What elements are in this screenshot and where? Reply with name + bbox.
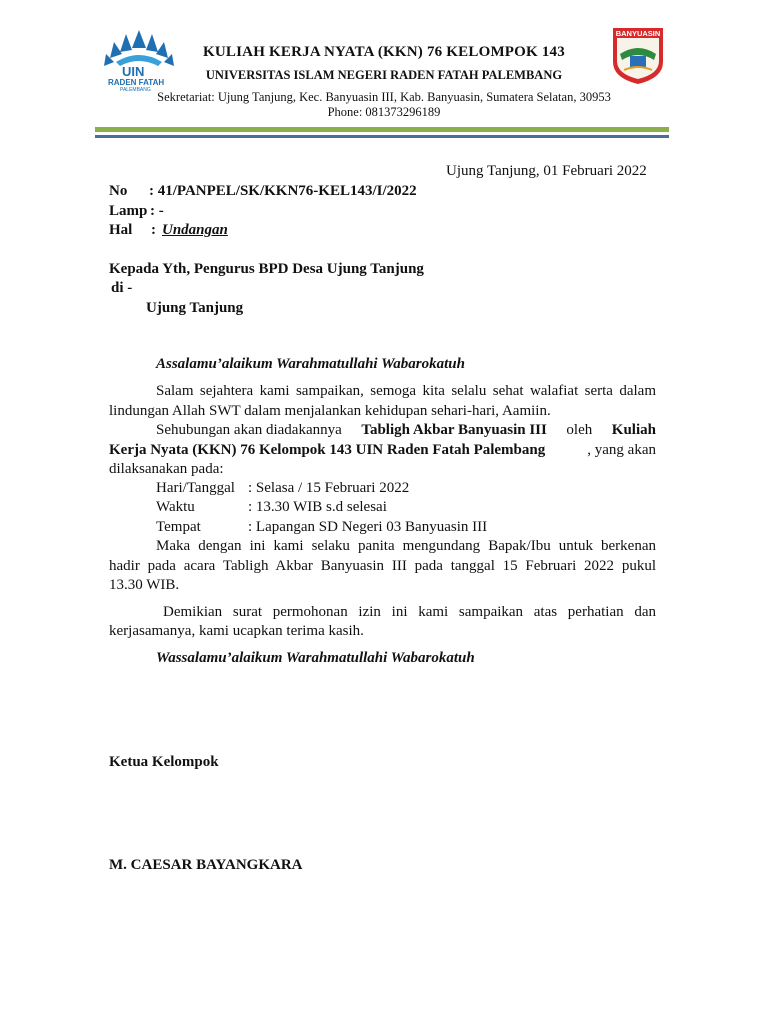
- letterhead-blue-rule: [95, 135, 669, 138]
- detail-value-time: : 13.30 WIB s.d selesai: [248, 499, 387, 515]
- svg-text:PALEMBANG: PALEMBANG: [120, 87, 151, 92]
- lamp-label: Lamp: [109, 203, 148, 219]
- letterhead-address: Sekretariat: Ujung Tanjung, Kec. Banyuasin III, Kab. Banyuasin, Sumatera Selatan, 30953: [157, 90, 611, 104]
- hal-subject: Undangan: [162, 222, 228, 238]
- place-date: Ujung Tanjung, 01 Februari 2022: [446, 163, 647, 179]
- svg-text:BANYUASIN: BANYUASIN: [615, 29, 661, 38]
- para2-text-c: oleh: [562, 422, 596, 438]
- organizer-name-start: Kuliah: [611, 422, 656, 438]
- letterhead-title: KULIAH KERJA NYATA (KKN) 76 KELOMPOK 143: [203, 44, 565, 60]
- signer-role: Ketua Kelompok: [109, 754, 219, 770]
- detail-label-day: Hari/Tanggal: [156, 480, 235, 496]
- recipient-di: di -: [111, 280, 133, 296]
- opening-greeting: Assalamu’alaikum Warahmatullahi Wabarokatuh: [156, 356, 465, 372]
- letterhead-phone: Phone: 081373296189: [327, 105, 441, 119]
- para3-line2: hadir pada acara Tabligh Akbar Banyuasin III pada tanggal 15 Februari 2022 pukul: [109, 558, 656, 574]
- organizer-name: Kerja Nyata (KKN) 76 Kelompok 143 UIN Raden Fatah Palembang: [109, 442, 546, 458]
- signer-name: M. CAESAR BAYANGKARA: [109, 857, 303, 873]
- event-name: Tabligh Akbar Banyuasin III: [361, 422, 547, 438]
- detail-value-place: : Lapangan SD Negeri 03 Banyuasin III: [248, 519, 488, 535]
- svg-text:UIN: UIN: [122, 64, 145, 79]
- closing-greeting: Wassalamu’alaikum Warahmatullahi Wabarokatuh: [156, 650, 475, 666]
- recipient: Kepada Yth, Pengurus BPD Desa Ujung Tanjung: [109, 261, 424, 277]
- detail-value-day: : Selasa / 15 Februari 2022: [248, 480, 410, 496]
- para4-line2: kerjasamanya, kami ucapkan terima kasih.: [109, 623, 364, 639]
- para2-text-a: Sehubungan akan diadakannya: [156, 422, 346, 438]
- detail-label-place: Tempat: [156, 519, 201, 535]
- letterhead-university: UNIVERSITAS ISLAM NEGERI RADEN FATAH PALEMBANG: [205, 68, 563, 82]
- detail-label-time: Waktu: [156, 499, 195, 515]
- para4-line1: Demikian surat permohonan izin ini kami sampaikan atas perhatian dan: [163, 604, 656, 620]
- hal-label: Hal: [109, 222, 133, 238]
- hal-colon: :: [151, 222, 156, 238]
- para2-line1: [156, 421, 656, 440]
- para1-line2: lindungan Allah SWT dalam menjalankan kehidupan sehari-hari, Aamiin.: [109, 403, 551, 419]
- para3-line1: Maka dengan ini kami selaku panita mengundang Bapak/Ibu untuk berkenan: [156, 538, 656, 554]
- para2-line3: dilaksanakan pada:: [109, 461, 224, 477]
- letter-number: : 41/PANPEL/SK/KKN76-KEL143/I/2022: [149, 183, 417, 199]
- lamp-value: : -: [150, 203, 164, 219]
- recipient-place: Ujung Tanjung: [146, 300, 244, 316]
- para1-line1: Salam sejahtera kami sampaikan, semoga kita selalu sehat walafiat serta dalam: [156, 383, 656, 399]
- no-label: No: [109, 183, 128, 199]
- para3-line3: 13.30 WIB.: [109, 577, 180, 593]
- para2-line2: [109, 441, 656, 460]
- svg-text:RADEN FATAH: RADEN FATAH: [108, 78, 165, 87]
- letterhead-green-rule: [95, 127, 669, 132]
- para2-text-e: , yang akan: [587, 442, 656, 458]
